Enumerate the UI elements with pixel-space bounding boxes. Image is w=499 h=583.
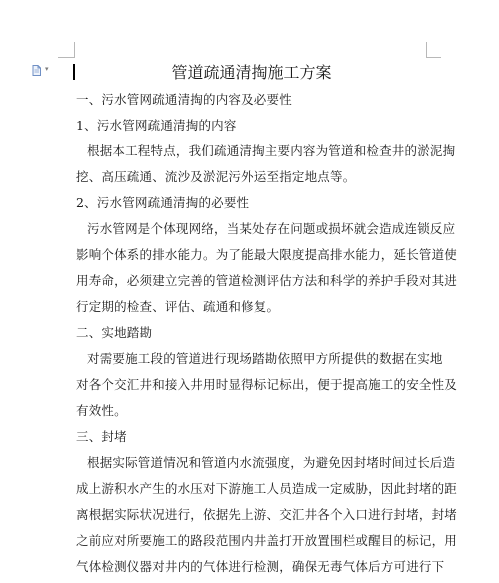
paragraph-line: 根据实际管道情况和管道内水流强度，为避免因封堵时间过长后造 <box>87 455 456 470</box>
paragraph-line: 挖、高压疏通、流沙及淤泥污外运至指定地点等。 <box>76 169 356 184</box>
section-heading-1: 一、污水管网疏通清掏的内容及必要性 <box>76 92 292 107</box>
paragraph-line: 之前应对所要施工的路段范围内井盖打开放置围栏或醒目的标记，用 <box>76 533 458 548</box>
crop-mark-top-left-vertical <box>74 42 75 58</box>
crop-mark-top-right-horizontal <box>427 57 441 58</box>
section-heading-2: 二、实地踏勘 <box>76 325 153 340</box>
paragraph-line: 对各个交汇井和接入井用时显得标记标出，便于提高施工的安全性及 <box>76 377 458 392</box>
paragraph-line: 成上游积水产生的水压对下游施工人员造成一定威胁，因此封堵的距 <box>76 481 458 496</box>
paragraph-line: 对需要施工段的管道进行现场踏勘依照甲方所提供的数据在实地 <box>87 351 443 366</box>
paragraph-line: 污水管网是个体现网络，当某处存在问题或损坏就会造成连锁反应 <box>87 221 456 236</box>
crop-mark-top-right-vertical <box>426 42 427 58</box>
paragraph-line: 行定期的检查、评估、疏通和修复。 <box>76 299 280 314</box>
crop-mark-top-left-horizontal <box>58 57 74 58</box>
document-title: 管道疏通清掏施工方案 <box>171 63 332 82</box>
paragraph-line: 有效性。 <box>76 403 127 418</box>
subheading-1-2: 2、污水管网疏通清掏的必要性 <box>76 195 250 210</box>
section-heading-3: 三、封堵 <box>76 429 127 444</box>
paragraph-line: 离根据实际状况进行，依据先上游、交汇井各个入口进行封堵，封堵 <box>76 507 458 522</box>
paragraph-line: 用寿命，必须建立完善的管道检测评估方法和科学的养护手段对其进 <box>76 273 458 288</box>
chevron-down-icon[interactable]: ▾ <box>45 65 49 73</box>
document-icon[interactable] <box>31 65 42 76</box>
paragraph-line: 气体检测仪器对井内的气体进行检测，确保无毒气体后方可进行下 <box>76 559 445 574</box>
subheading-1-1: 1、污水管网疏通清掏的内容 <box>76 118 237 133</box>
paragraph-line: 影响个体系的排水能力。为了能最大限度提高排水能力，延长管道使 <box>76 247 458 262</box>
paragraph-line: 根据本工程特点，我们疏通清掏主要内容为管道和检查井的淤泥掏 <box>87 143 456 158</box>
